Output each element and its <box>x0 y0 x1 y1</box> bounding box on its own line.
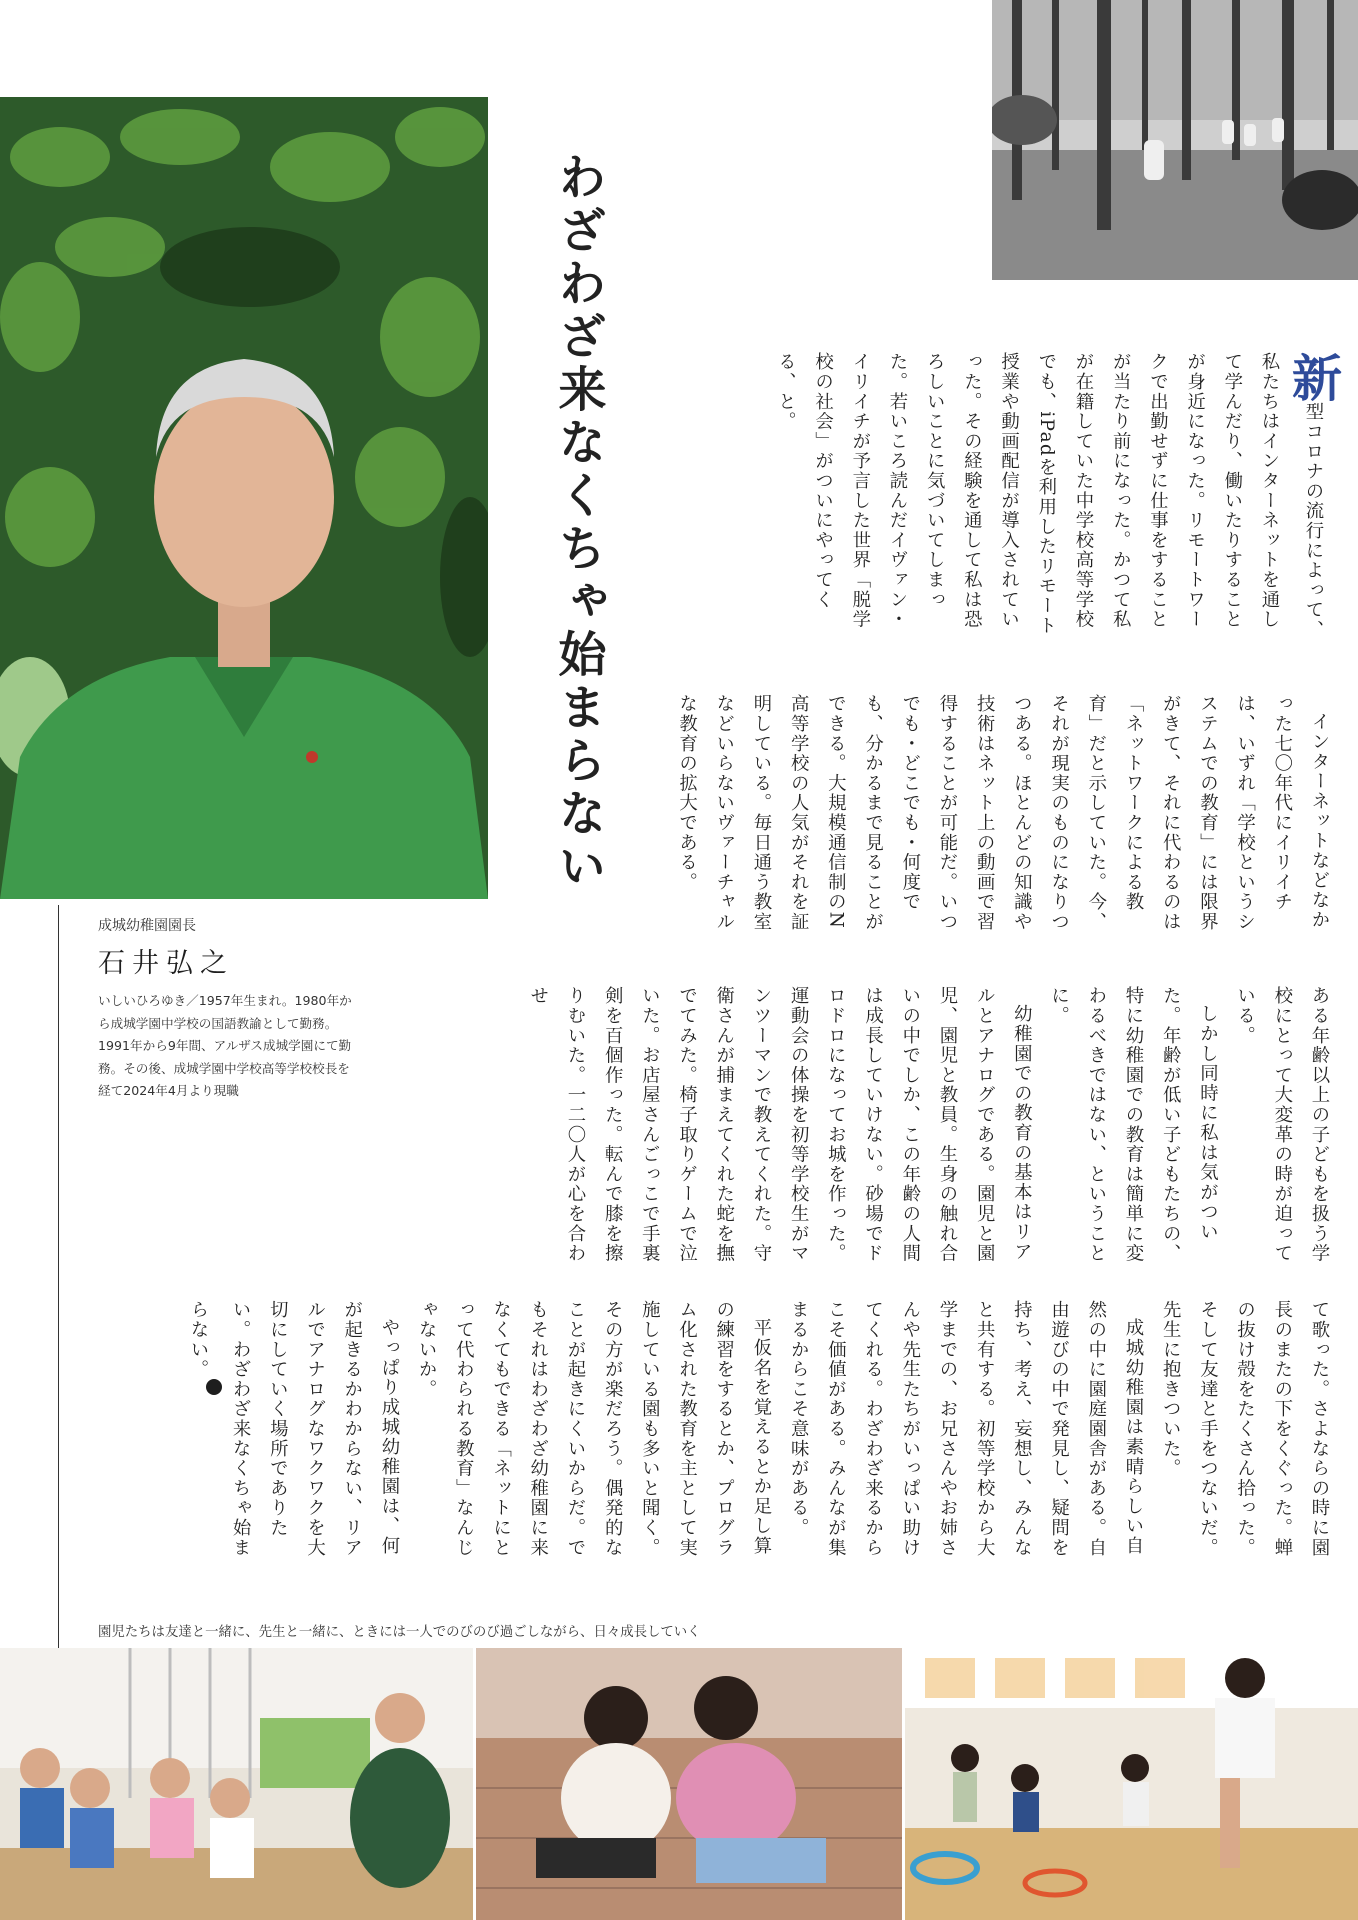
article-body-block-4 <box>180 1300 1338 1570</box>
photo-teacher-reading-to-children <box>0 1648 473 1920</box>
end-mark-logo: 成城 <box>206 1379 222 1395</box>
article-body-block-2 <box>668 694 1338 938</box>
photo-children-playing-in-hall <box>905 1648 1358 1920</box>
divider-line <box>58 905 59 1648</box>
author-profile <box>98 915 358 1103</box>
paragraph: しかし同時に私は気がついた。年齢が低い子どもたちの、特に幼稚園での教育は簡単に変わるべきではない、ということに。 <box>1048 986 1219 1264</box>
paragraph: ある年齢以上の子どもを扱う学校にとって大変革の時が迫っている。 <box>1234 986 1330 1264</box>
paragraph <box>180 1300 408 1570</box>
paragraph: 成城幼稚園は素晴らしい自然の中に園庭園舎がある。自由遊びの中で発見し、疑問を持ち、考え、妄想し、みんなと共有する。初等学校から大学までの、お兄さんやお姉さんや先生たちがいっぱい助けてくれる。わざわざ来るからこそ価値がある。みんなが集まるからこそ意味がある。 <box>788 1300 1144 1558</box>
paragraph: インターネットなどなかった七〇年代にイリイチは、いずれ「学校というシステムでの教育」には限界がきて、それに代わるのは「ネットワークによる教育」だと示していた。今、それが現実のものになりつつある。ほとんどの知識や技術はネット上の動画で習得することが可能だ。いつでも・どこでも・何度でも、分かるまで見ることができる。大規模通信制のN高等学校の人気がそれを証明している。毎日通う教室などいらないヴァーチャルな教育の拡大である。 <box>676 694 1330 932</box>
profile-bio: いしいひろゆき／1957年生まれ。1980年から成城学園中学校の国語教諭として勤務。1991年から9年間、アルザス成城学園にて勤務。その後、成城学園中学校高等学校校長を経て2024年4月より現職 <box>98 993 352 1098</box>
paragraph: 平仮名を覚えるとか足し算の練習をするとか、プログラム化された教育を主として実施している園も多いと聞く。その方が楽だろう。偶発的なことが起きにくいからだ。でもそれはわざわざ幼稚園に来なくてもできる「ネットにとって代わられる教育」なんじゃないか。 <box>416 1300 772 1558</box>
photo-girls-playing-with-acorns <box>476 1648 902 1920</box>
profile-role: 成城幼稚園園長 <box>98 918 196 934</box>
paragraph-text: やっぱり成城幼稚園は、何が起きるかわからない、リアルでアナログなワクワクを大切にしていく場所でありたい。わざわざ来なくちゃ始まらない。 <box>187 1300 400 1558</box>
historical-photo-children-in-forest <box>992 0 1358 280</box>
paragraph: 型コロナの流行によって、私たちはインターネットを通して学んだり、働いたりすることが身近になった。リモートワークで出勤せずに仕事をすることが当たり前になった。かつて私が在籍していた中学校高等学校でも、iPadを利用したリモート授業や動画配信が導入されていった。その経験を通して私は恐ろしいことに気づいてしまった。若いころ読んだイヴァン・イリイチが予言した世界「脱学校の社会」がついにやってくる、と。 <box>775 352 1324 640</box>
portrait-photo-principal <box>0 97 488 899</box>
paragraph: て歌った。さよならの時に園長のまたの下をくぐった。蝉の抜け殻をたくさん拾った。そして友達と手をつないだ。先生に抱きついた。 <box>1160 1300 1330 1558</box>
dropcap: 新 <box>1284 352 1343 402</box>
article-body-block-1 <box>767 352 1343 644</box>
article-body-block-3 <box>520 986 1338 1266</box>
profile-name: 石井弘之 <box>98 948 234 979</box>
photo-caption: 園児たちは友達と一緒に、先生と一緒に、ときには一人でのびのび過ごしながら、日々成長していく <box>98 1625 701 1640</box>
article-headline: わざわざ来なくちゃ始まらない <box>550 152 606 894</box>
paragraph: 幼稚園での教育の基本はリアルとアナログである。園児と園児、園児と教員。生身の触れ合いの中でしか、この年齢の人間は成長していけない。砂場でドロドロになってお城を作った。運動会の体操を初等学校生がマンツーマンで教えてくれた。守衛さんが捕まえてくれた蛇を撫でてみた。椅子取りゲームで泣いた。お店屋さんごっこで手裏剣を百個作った。転んで膝を擦りむいた。一二〇人が心を合わせ <box>527 986 1033 1264</box>
